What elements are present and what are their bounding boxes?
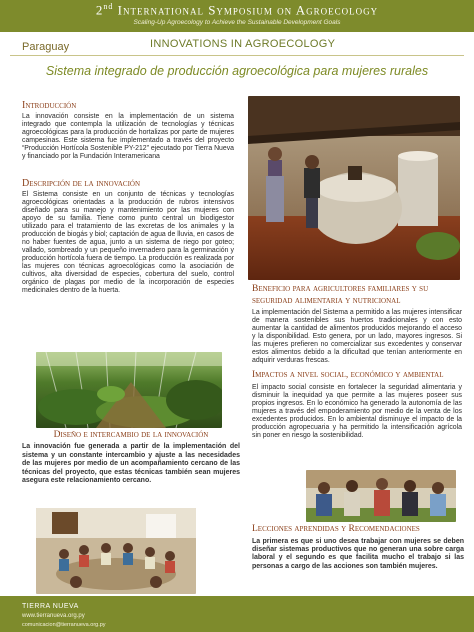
intro-heading: Introducción bbox=[22, 100, 77, 111]
symposium-subtitle: Scaling-Up Agroecology to Achieve the Sustainable Development Goals bbox=[133, 19, 341, 27]
design-heading: Diseño e intercambio de la innovación bbox=[53, 430, 209, 440]
design-text: La innovación fue generada a partir de la implementación del sistema y un constante intercambio y ajuste a las necesidades de las mujeres por medio de un acompañamiento cercano de las técnicas del proyecto, que estas técnicas también sean mujeres asegura este relacionamiento cercano. bbox=[22, 443, 240, 485]
symposium-ordinal: nd bbox=[103, 2, 114, 11]
description-heading: Descripción de la innovación bbox=[22, 178, 141, 189]
benefits-section bbox=[252, 284, 462, 365]
garden-photo bbox=[36, 352, 222, 428]
impacts-section bbox=[252, 370, 462, 440]
lessons-text: La primera es que si uno desea trabajar con mujeres se deben diseñar sistemas productivos que no generan una sobre carga laboral y el segundo es que facilita mucho el trabajo si las personas a cargo de las acciones son también mujeres. bbox=[252, 537, 464, 570]
symposium-name: International Symposium on Agroecology bbox=[113, 2, 379, 18]
benefits-heading: Beneficio para agricultores familiares y su seguridad alimentaria y nutricional bbox=[252, 284, 429, 306]
lessons-heading: Lecciones aprendidas y Recomendaciones bbox=[252, 524, 420, 534]
intro-text: La innovación consiste en la implementación de un sistema integrado que contempla la utilización de tecnologías y técnicas agroecológicas para la producción de hortalizas por parte de mujeres campesinas. Este sistema fue implementado a través del proyecto “Producción Hortícola Sostenible PY-212” ejecutado por Tierra Nueva y financiado por la Fundación Interamericana bbox=[22, 113, 234, 160]
biodigester-photo bbox=[248, 96, 460, 280]
lessons-section bbox=[252, 524, 464, 571]
org-email[interactable]: comunicacion@tierranueva.org.py bbox=[22, 622, 106, 628]
footer bbox=[0, 596, 474, 632]
section-title: INNOVATIONS IN AGROECOLOGY bbox=[150, 38, 336, 50]
header-divider bbox=[10, 55, 464, 56]
women-photo bbox=[306, 470, 456, 522]
symposium-banner bbox=[0, 0, 474, 32]
description-section bbox=[22, 178, 234, 295]
impacts-heading: Impactos a nivel social, económico y ambiental bbox=[252, 370, 444, 380]
symposium-title bbox=[0, 0, 474, 18]
org-website[interactable]: www.tierranueva.org.py bbox=[22, 613, 85, 619]
symposium-number: 2 bbox=[95, 2, 104, 18]
benefits-text: La implementación del Sistema a permitido a las mujeres intensificar de manera sostenibles sus huertos tradicionales y con esto aumentar la cantidad de alimentos producidos mejorando el acceso y la disponibilidad. Esto genera, por un lado, mayores ingresos. Si las mujeres prefieren no comercializar sus excedentes y conservar estos alimentos debido a la dificultad que tenían anteriormente en adquirir verduras frescas. bbox=[252, 309, 462, 364]
intro-section bbox=[22, 100, 234, 161]
org-name: TIERRA NUEVA bbox=[22, 603, 79, 610]
poster-title: Sistema integrado de producción agroecológica para mujeres rurales bbox=[45, 64, 429, 78]
impacts-text: El impacto social consiste en fortalecer la seguridad alimentaria y disminuir la inequidad ya que permite a las mujeres poseer sus propios ingresos. En lo económico ha generado la autonomía de las mujeres a través del empoderamiento por medio de la venta de los excedentes producidos. En lo ambiental disminuye el impacto de la producción agropecuaria y ha permitido la intensificación agrícola sin poner en riesgo la sostenibilidad. bbox=[252, 383, 462, 439]
description-text: El Sistema consiste en un conjunto de técnicas y tecnologías agroecológicas orientadas a la producción de rubros intensivos diseñado para su manejo y mantenimiento por las mujeres con apoyo de su familia. Tiene como punto central un biodigestor utilizado para el tratamiento de las excretas de los animales y la producción de biogás y biol; captación de agua de lluvia, en casos de no haber fuentes de agua, junto a un sistema de riego por goteo; vallado, sombreado y un pequeño invernadero para la germinación y producción hortícola fuera de tiempo. La producción es realizada por las mujeres con técnicas agroecológicas como la asociación de cultivos, alta diversidad de especies, cobertura del suelo, control orgánico de plagas por medio de la incorporación de especies medicinales dentro de la huerta. bbox=[22, 191, 234, 294]
design-section bbox=[22, 430, 240, 486]
meeting-photo bbox=[36, 508, 196, 594]
country-label: Paraguay bbox=[22, 41, 70, 53]
